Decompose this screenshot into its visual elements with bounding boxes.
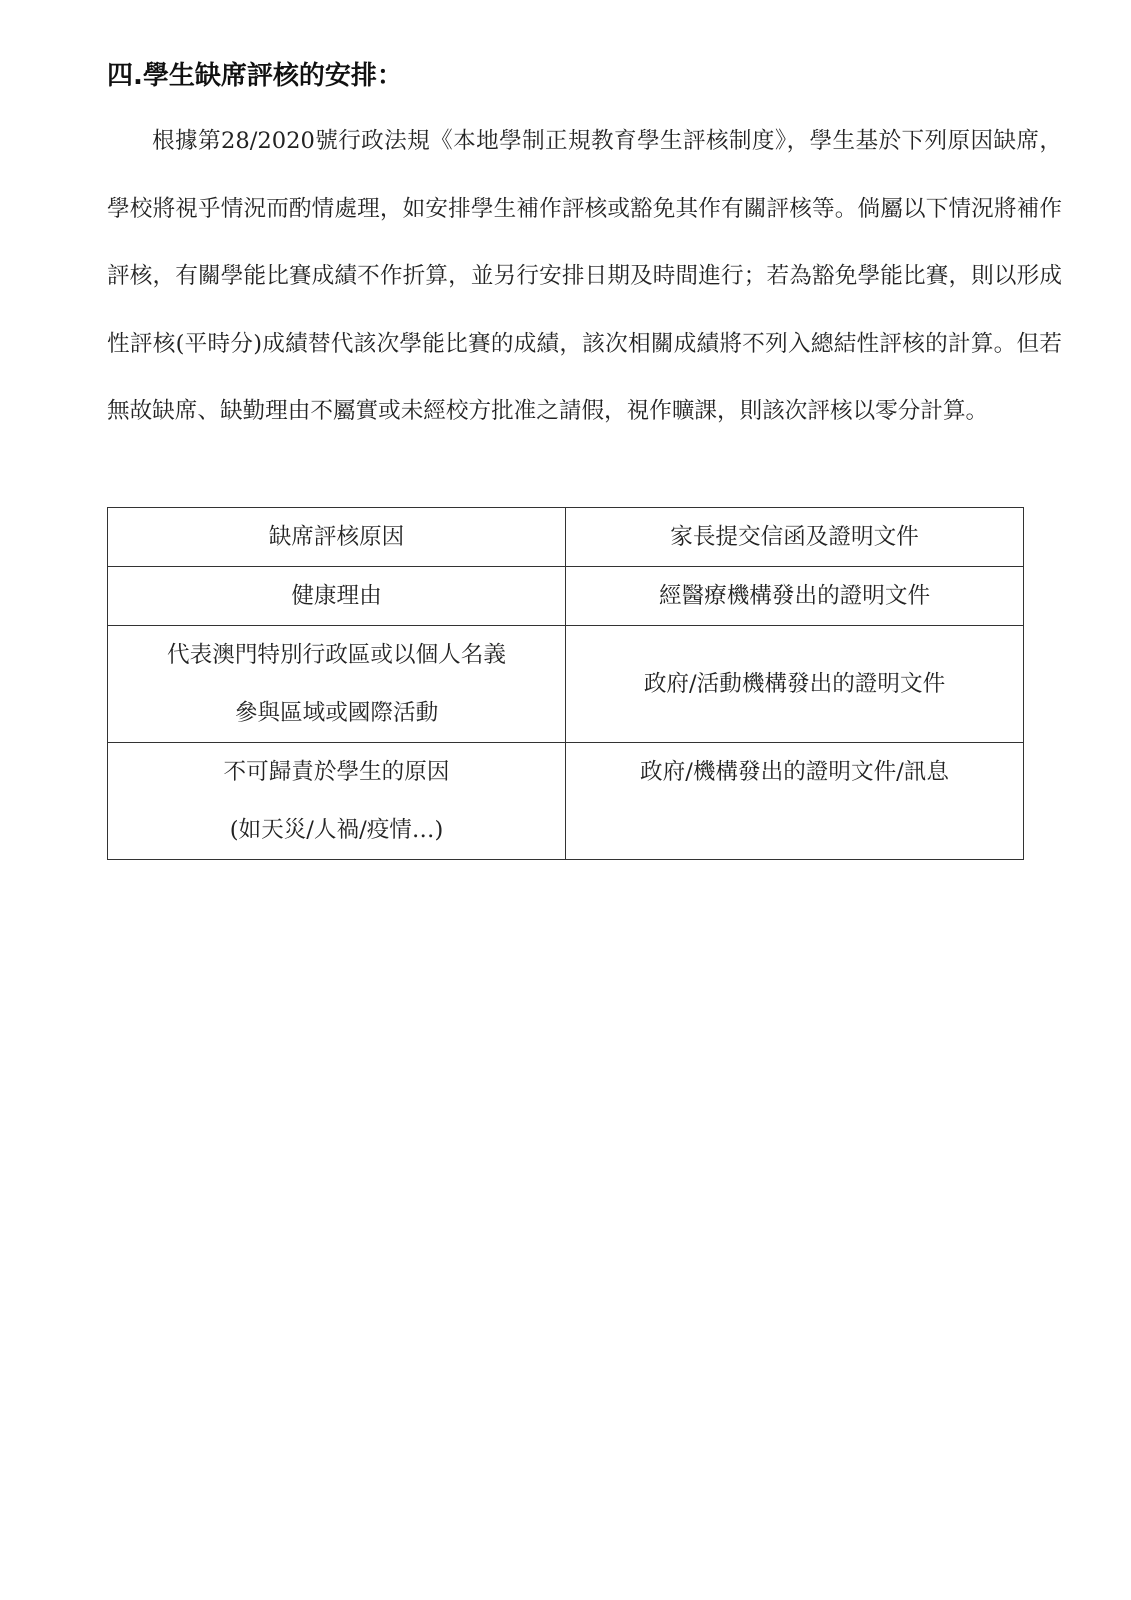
reason-line: 參與區域或國際活動 <box>234 700 439 726</box>
reason-line: 健康理由 <box>291 583 382 609</box>
absence-reasons-table <box>107 507 1024 860</box>
documents-cell: 經醫療機構發出的證明文件 <box>566 567 1024 626</box>
header-reason: 缺席評核原因 <box>108 508 566 567</box>
reason-line: 不可歸責於學生的原因 <box>223 759 450 785</box>
reason-line: (如天災/人禍/疫情…) <box>229 817 444 843</box>
reason-cell <box>108 743 566 860</box>
table-row <box>108 743 1024 860</box>
documents-cell: 政府/活動機構發出的證明文件 <box>566 626 1024 743</box>
table-header-row <box>108 508 1024 567</box>
table-row <box>108 567 1024 626</box>
section-paragraph: 根據第28/2020號行政法規《本地學制正規教育學生評核制度》，學生基於下列原因缺席，學校將視乎情況而酌情處理，如安排學生補作評核或豁免其作有關評核等。倘屬以下情況將補作評核，有關學能比賽成績不作折算，並另行安排日期及時間進行；若為豁免學能比賽，則以形成性評核(平時分)成績替代該次學能比賽的成績，該次相關成績將不列入總結性評核的計算。但若無故缺席、缺勤理由不屬實或未經校方批准之請假，視作曠課，則該次評核以零分計算。 <box>107 128 1062 425</box>
reason-cell <box>108 626 566 743</box>
table-row <box>108 626 1024 743</box>
header-documents: 家長提交信函及證明文件 <box>566 508 1024 567</box>
documents-cell: 政府/機構發出的證明文件/訊息 <box>566 743 1024 860</box>
reason-line: 代表澳門特別行政區或以個人名義 <box>167 642 506 668</box>
reason-cell <box>108 567 566 626</box>
section-heading: 四.學生缺席評核的安排： <box>107 61 403 91</box>
